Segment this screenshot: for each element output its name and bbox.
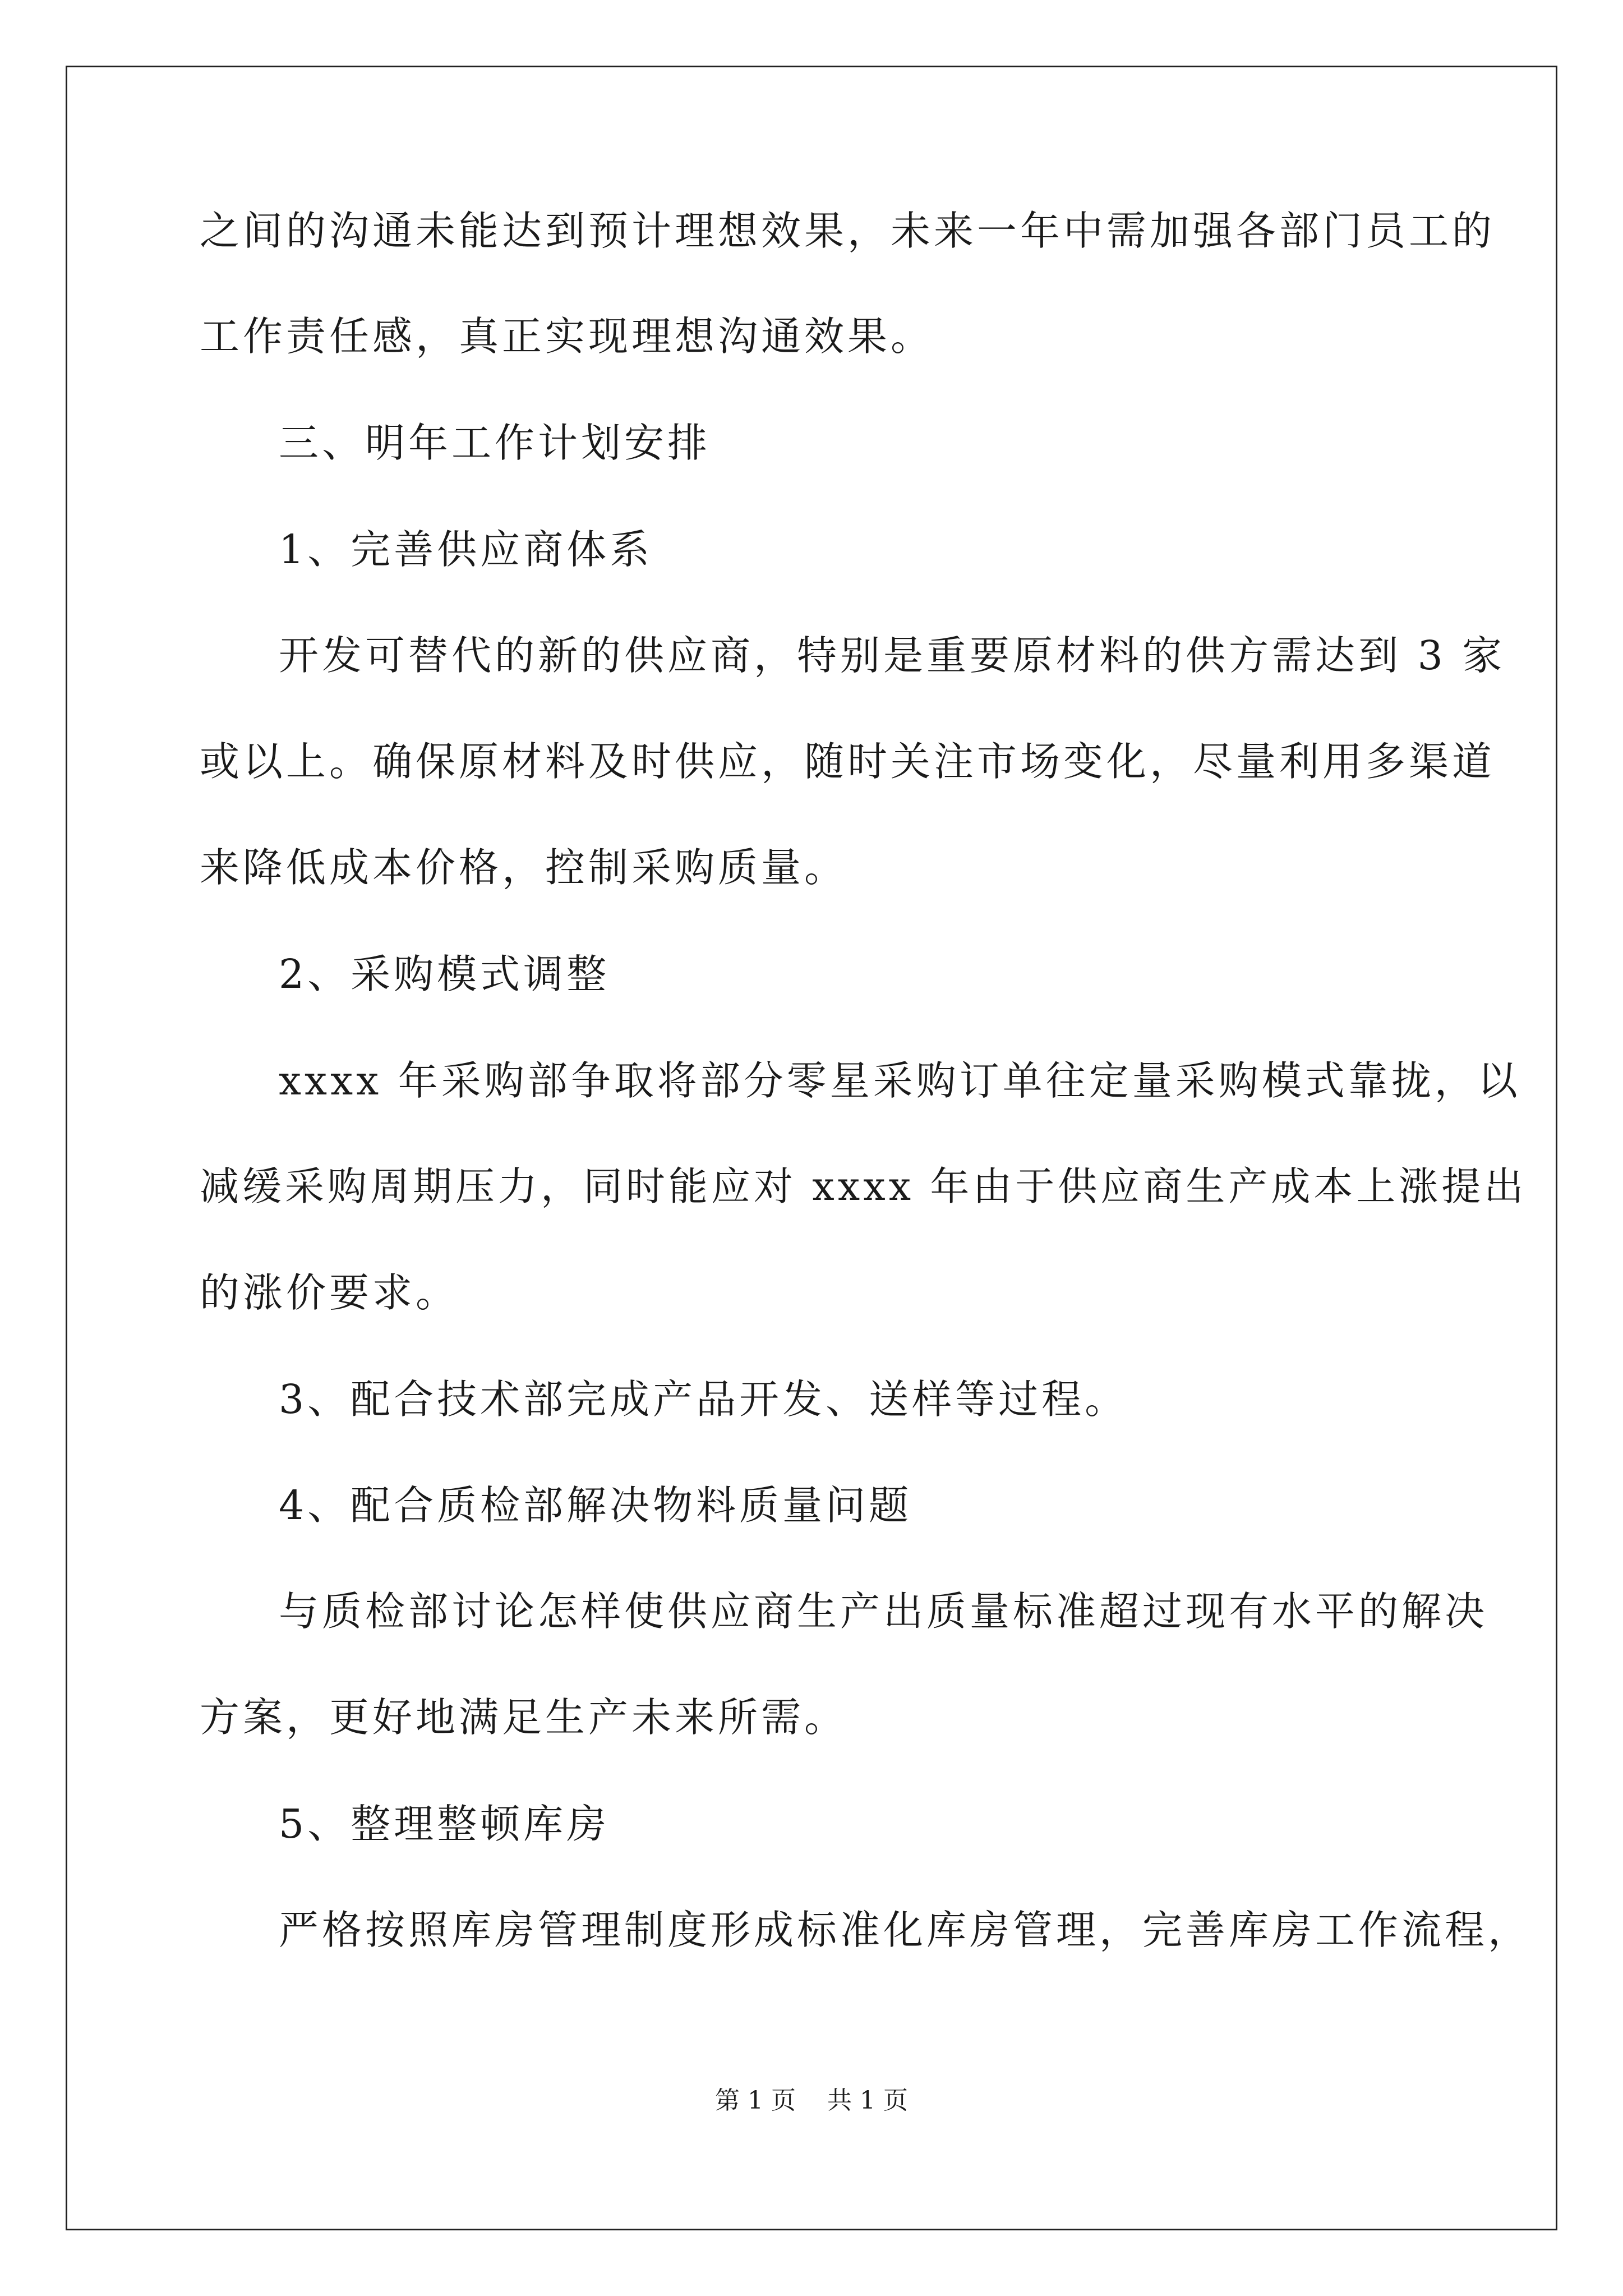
body-text-line: 的涨价要求。 (200, 1269, 459, 1316)
body-text-line: 或以上。确保原材料及时供应，随时关注市场变化，尽量利用多渠道 (200, 738, 1496, 785)
body-text-line: 与质检部讨论怎样使供应商生产出质量标准超过现有水平的解决 (279, 1588, 1488, 1635)
subsection-heading: 4、配合质检部解决物料质量问题 (279, 1482, 912, 1529)
body-text-line: 开发可替代的新的供应商，特别是重要原材料的供方需达到 3 家 (279, 632, 1506, 679)
subsection-heading: 5、整理整顿库房 (279, 1801, 610, 1847)
body-text-line: 严格按照库房管理制度形成标准化库房管理，完善库房工作流程， (279, 1907, 1532, 1953)
body-text-line: 之间的沟通未能达到预计理想效果，未来一年中需加强各部门员工的 (200, 208, 1496, 254)
section-heading: 三、明年工作计划安排 (279, 420, 711, 466)
subsection-heading: 3、配合技术部完成产品开发、送样等过程。 (279, 1376, 1128, 1423)
body-text-line: 工作责任感，真正实现理想沟通效果。 (200, 313, 934, 360)
body-text-line: 减缓采购周期压力，同时能应对 xxxx 年由于供应商生产成本上涨提出 (200, 1163, 1527, 1209)
body-text-line: xxxx 年采购部争取将部分零星采购订单往定量采购模式靠拢，以 (279, 1057, 1521, 1104)
page-number: 第 1 页 (715, 2086, 796, 2115)
subsection-heading: 2、采购模式调整 (279, 951, 610, 997)
page-footer (0, 2085, 1623, 2116)
page-total: 共 1 页 (827, 2086, 908, 2115)
body-text-line: 来降低成本价格，控制采购质量。 (200, 844, 848, 891)
body-text-line: 方案，更好地满足生产未来所需。 (200, 1694, 848, 1741)
subsection-heading: 1、完善供应商体系 (279, 526, 653, 573)
